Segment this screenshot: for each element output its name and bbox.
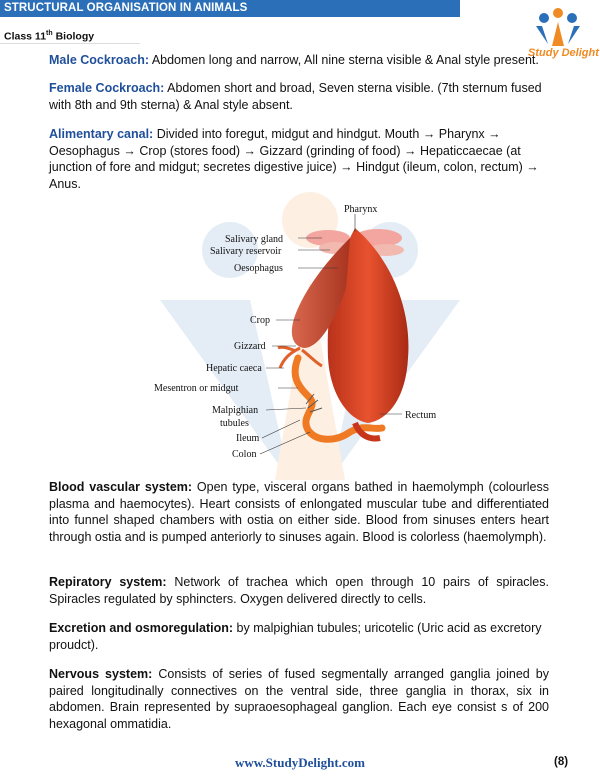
label-salivary-gland: Salivary gland <box>225 234 284 245</box>
label-hepatic-caeca: Hepatic caeca <box>206 363 262 374</box>
label-colon: Colon <box>232 449 257 460</box>
logo-text: Study Delight <box>528 47 599 59</box>
blood-vascular-paragraph <box>49 479 549 545</box>
label-malpighian-1: Malpighian <box>212 405 259 416</box>
female-cockroach-paragraph <box>49 80 549 113</box>
class-subject-label <box>4 30 94 43</box>
nervous-system-label: Nervous system: <box>49 667 153 681</box>
nervous-system-paragraph <box>49 666 549 732</box>
male-cockroach-text: Abdomen long and narrow, All nine sterna visible & Anal style present. <box>149 53 539 67</box>
class-sup: th <box>46 30 53 37</box>
page-header-title: STRUCTURAL ORGANISATION IN ANIMALS <box>4 2 248 14</box>
respiratory-paragraph <box>49 574 549 607</box>
label-mesentron: Mesentron or midgut <box>154 383 239 394</box>
label-gizzard: Gizzard <box>234 341 266 352</box>
label-rectum: Rectum <box>405 410 437 421</box>
excretion-paragraph <box>49 620 549 653</box>
label-ileum: Ileum <box>236 433 260 444</box>
alimentary-canal-diagram <box>150 198 480 468</box>
label-pharynx: Pharynx <box>344 204 378 215</box>
blood-vascular-text: Open type, visceral organs bathed in haemolymph (colourless plasma and haemocytes). Heart consists of enlongated muscular tube and differentiated into funnel shaped chambers with ostia on either side. Blood from sinuses enters heart through ostia and is pumped anteriorly to sinuses again. Blood is colorless (haemolymph). <box>49 480 549 544</box>
female-cockroach-text: Abdomen short and broad, Seven sterna visible. (7th sternum fused with 8th and 9th sterna) & Anal style absent. <box>49 81 542 112</box>
male-cockroach-paragraph <box>49 52 549 69</box>
nervous-system-text: Consists of series of fused segmentally arranged ganglia joined by paired longitudinally connectives on the ventral side, three ganglia in thorax, six in abdomen. Brain represented by supraoesophageal ganglion. Each eye consist s of 200 hexagonal ommatidia. <box>49 667 549 731</box>
female-cockroach-label: Female Cockroach: <box>49 81 165 95</box>
respiratory-text: Network of trachea which open through 10 pairs of spiracles. Spiracles regulated by sphincters. Oxygen delivered directly to cells. <box>49 575 549 606</box>
footer-website-link[interactable]: www.StudyDelight.com <box>234 755 365 770</box>
excretion-label: Excretion and osmoregulation: <box>49 621 234 635</box>
respiratory-label: Repiratory system: <box>49 575 167 589</box>
male-cockroach-label: Male Cockroach: <box>49 53 150 67</box>
label-crop: Crop <box>250 315 270 326</box>
alimentary-canal-text: Divided into foregut, midgut and hindgut. Mouth → Pharynx → Oesophagus → Crop (stores food) → Gizzard (grinding of food) → Hepaticcaecae (at junction of fore and midgut; secretes digestive juice) → Hindgut (ileum, colon, rectum) → Anus. <box>49 127 539 191</box>
blood-vascular-label: Blood vascular system: <box>49 480 193 494</box>
alimentary-canal-label: Alimentary canal: <box>49 127 154 141</box>
class-label: Class 11 <box>4 30 47 43</box>
page-number: (8) <box>554 756 569 768</box>
label-malpighian-2: tubules <box>220 418 249 429</box>
label-oesophagus: Oesophagus <box>234 263 283 274</box>
excretion-text: by malpighian tubules; uricotelic (Uric acid as excretory proudct). <box>49 621 542 652</box>
subject-label: Biology <box>52 30 95 43</box>
label-salivary-reservoir: Salivary reservoir <box>210 246 282 257</box>
